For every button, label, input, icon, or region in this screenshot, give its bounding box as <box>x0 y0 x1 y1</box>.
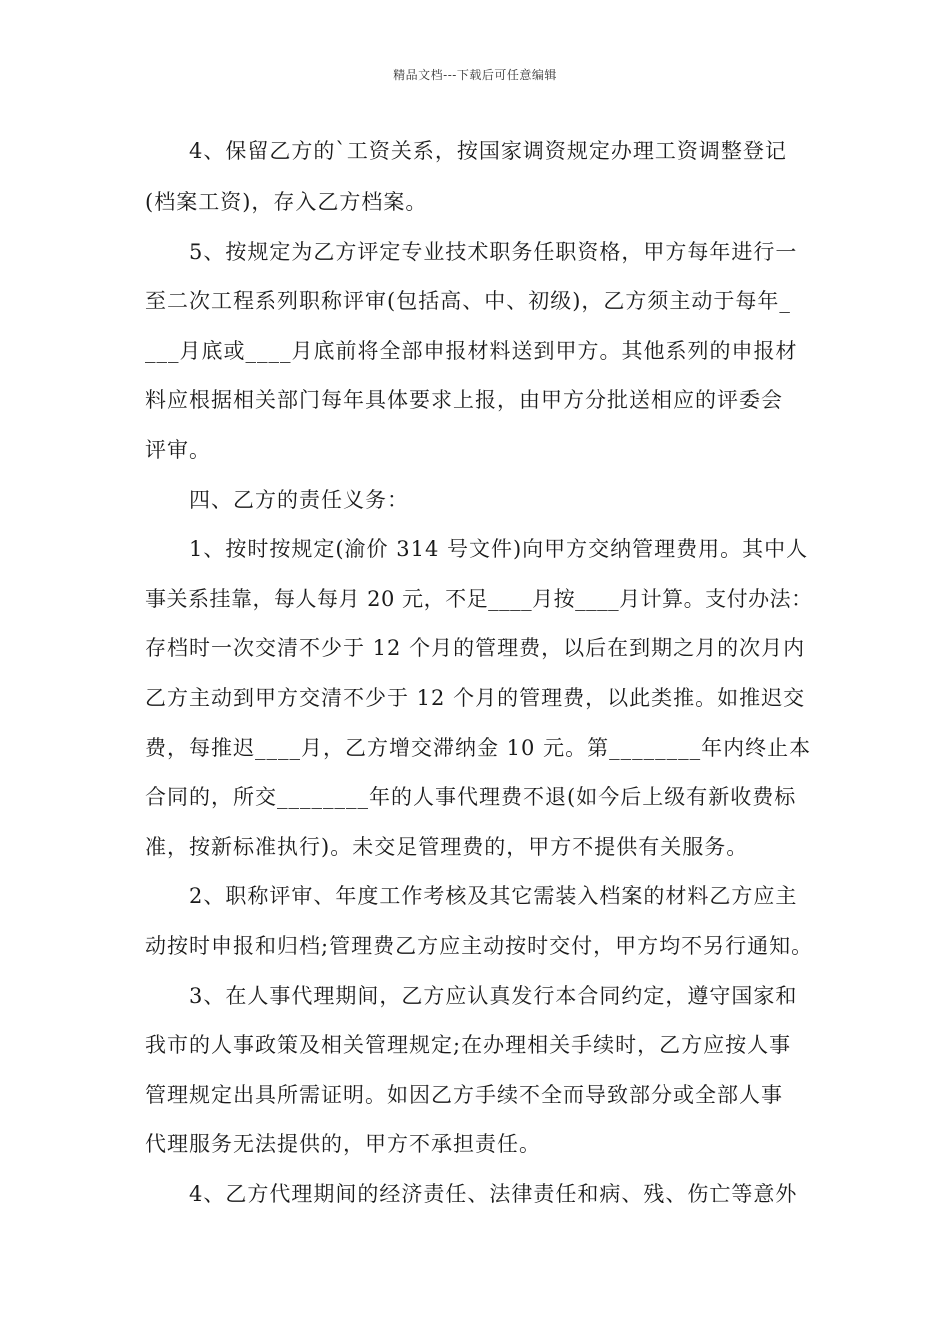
text-line: 乙方主动到甲方交清不少于 12 个月的管理费，以此类推。如推迟交 <box>145 686 806 710</box>
text-line: 4、乙方代理期间的经济责任、法律责任和病、残、伤亡等意外 <box>145 1182 798 1206</box>
text-line: 动按时申报和归档;管理费乙方应主动按时交付，甲方均不另行通知。 <box>145 934 814 958</box>
text-line: 3、在人事代理期间，乙方应认真发行本合同约定，遵守国家和 <box>145 984 798 1008</box>
text-line: 我市的人事政策及相关管理规定;在办理相关手续时，乙方应按人事 <box>145 1033 792 1057</box>
section-heading: 四、乙方的责任义务： <box>145 488 409 512</box>
text-line: 准，按新标准执行)。未交足管理费的，甲方不提供有关服务。 <box>145 835 749 859</box>
text-line: 至二次工程系列职称评审(包括高、中、初级)，乙方须主动于每年_ <box>145 289 791 313</box>
text-line: 费，每推迟____月，乙方增交滞纳金 10 元。第________年内终止本 <box>145 736 812 760</box>
text-line: 事关系挂靠，每人每月 20 元，不足____月按____月计算。支付办法： <box>145 587 813 611</box>
text-line: 评审。 <box>145 438 211 462</box>
text-line: 管理规定出具所需证明。如因乙方手续不全而导致部分或全部人事 <box>145 1083 783 1107</box>
text-line: 存档时一次交清不少于 12 个月的管理费，以后在到期之月的次月内 <box>145 636 806 660</box>
text-line: 料应根据相关部门每年具体要求上报，由甲方分批送相应的评委会 <box>145 388 783 412</box>
text-line: 2、职称评审、年度工作考核及其它需装入档案的材料乙方应主 <box>145 884 798 908</box>
text-line: 4、保留乙方的`工资关系，按国家调资规定办理工资调整登记 <box>145 139 787 163</box>
text-line: 1、按时按规定(渝价 314 号文件)向甲方交纳管理费用。其中人 <box>145 537 809 561</box>
text-line: 5、按规定为乙方评定专业技术职务任职资格，甲方每年进行一 <box>145 240 798 264</box>
text-line: (档案工资)，存入乙方档案。 <box>145 190 428 214</box>
text-line: 合同的，所交________年的人事代理费不退(如今后上级有新收费标 <box>145 785 797 809</box>
text-line: 代理服务无法提供的，甲方不承担责任。 <box>145 1132 541 1156</box>
text-line: ___月底或____月底前将全部申报材料送到甲方。其他系列的申报材 <box>145 339 798 363</box>
page-header: 精品文档---下载后可任意编辑 <box>393 68 557 82</box>
